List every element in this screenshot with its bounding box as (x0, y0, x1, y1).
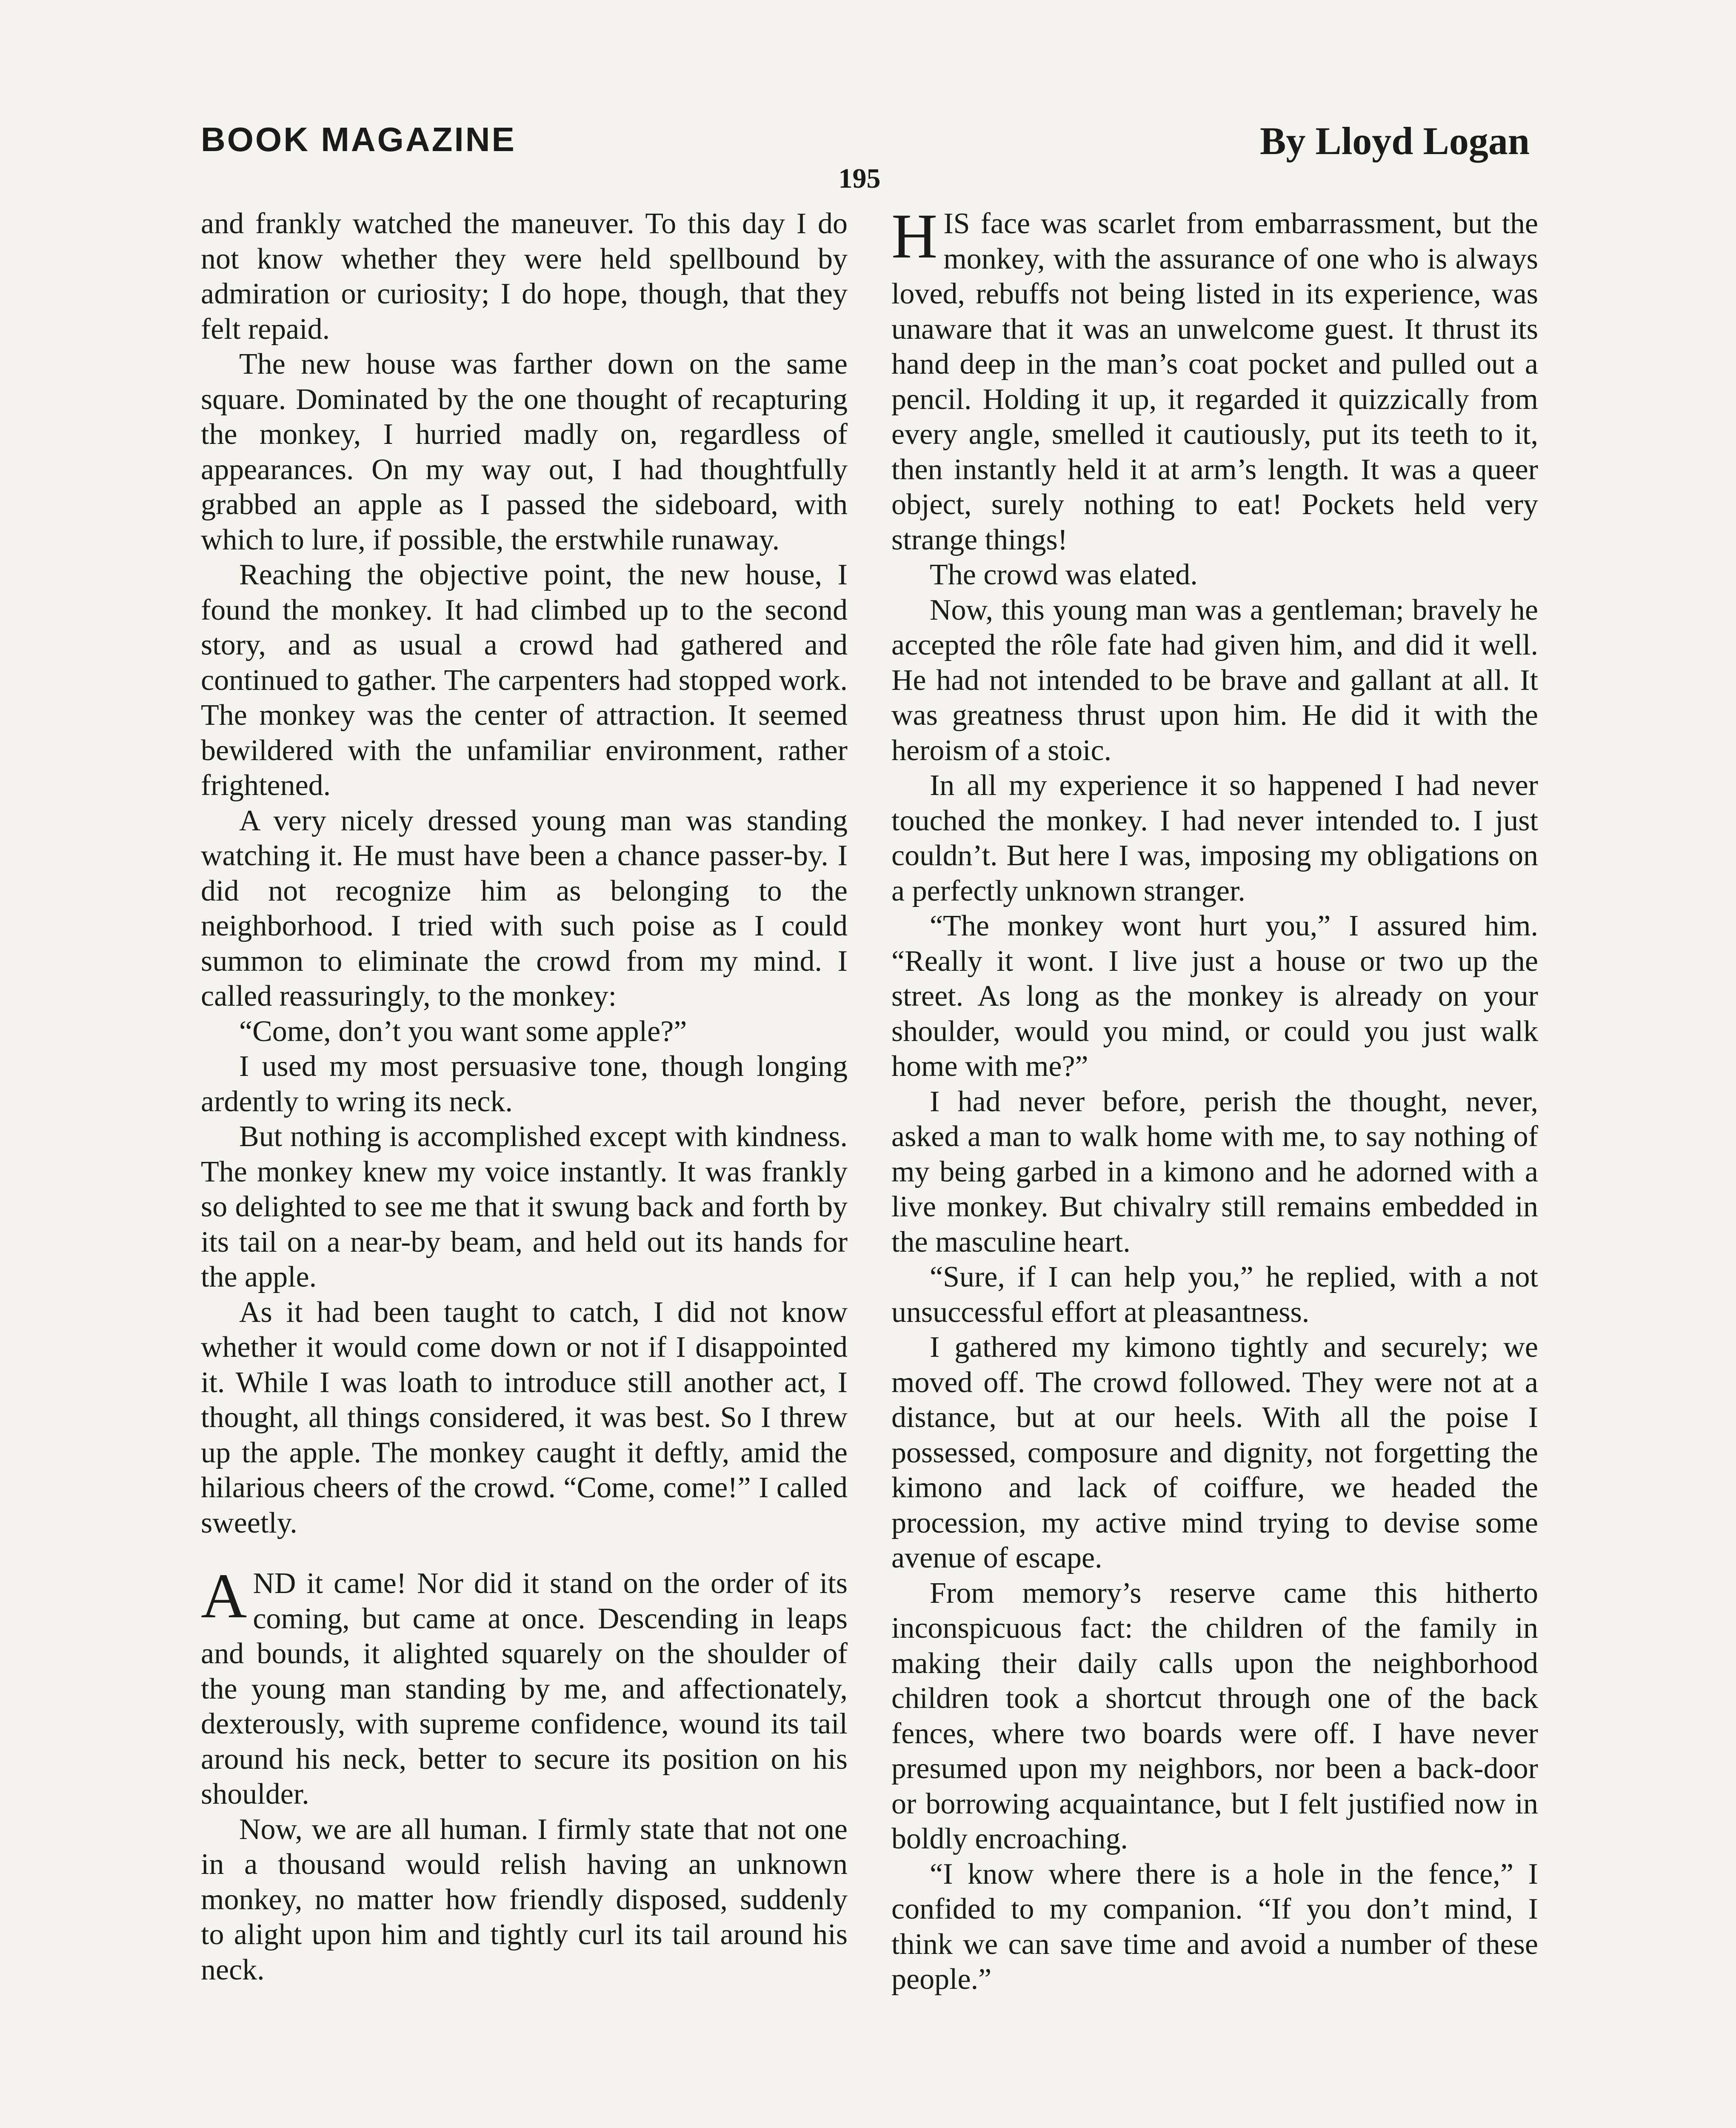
paragraph: The crowd was elated. (930, 558, 1198, 591)
paragraph: Now, we are all human. I firmly state that not one in a thousand would relish having an unknown monkey, no matter how friendly disposed, suddenly to alight upon him and tightly curl its tail around his neck. (201, 1813, 848, 1986)
dropcap-letter: A (201, 1561, 247, 1631)
paragraph-text: ND it came! Nor did it stand on the order of its coming, but came at once. Descending in leaps and bounds, it alighted squarely on the shoulder of the young man standing by me, and affectionately, dexterously, with supreme confidence, wound its tail around his neck, better to secure its position on his shoulder. (201, 1567, 848, 1811)
page-number: 195 (838, 163, 881, 194)
paragraph: A very nicely dressed young man was standing watching it. He must have been a chance passer-by. I did not recognize him as belonging to the neighborhood. I tried with such poise as I could summon to eliminate the crowd from my mind. I called reassuringly, to the monkey: (201, 804, 848, 1013)
paragraph: “Sure, if I can help you,” he replied, with a not unsuccessful effort at pleasantness. (891, 1261, 1538, 1329)
paragraph-with-dropcap (891, 201, 1538, 558)
paragraph: As it had been taught to catch, I did not know whether it would come down or not if I disappointed it. While I was loath to introduce still another act, I thought, all things considered, it was best. So I threw up the apple. The monkey caught it deftly, amid the hilarious cheers of the crowd. “Come, come!” I called sweetly. (201, 1296, 848, 1539)
paragraph: From memory’s reserve came this hitherto inconspicuous fact: the children of the family in making their daily calls upon the neighborhood children took a shortcut through one of the back fences, where two boards were off. I have never presumed upon my neighbors, nor been a back-door or borrowing acquaintance, but I felt justified now in boldly encroaching. (891, 1576, 1538, 1855)
paragraph: I had never before, perish the thought, never, asked a man to walk home with me, to say nothing of my being garbed in a kimono and he adorned with a live monkey. But chivalry still remains embedded in the masculine heart. (891, 1085, 1538, 1258)
dropcap-letter: H (891, 201, 938, 272)
right-column (891, 201, 1538, 1997)
paragraph: “I know where there is a hole in the fence,” I confided to my companion. “If you don’t mind, I think we can save time and avoid a number of these people.” (891, 1857, 1538, 1996)
paragraph: The new house was farther down on the same square. Dominated by the one thought of recapturing the monkey, I hurried madly on, regardless of appearances. On my way out, I had thoughtfully grabbed an apple as I passed the sideboard, with which to lure, if possible, the erstwhile runaway. (201, 348, 848, 556)
author-byline: By Lloyd Logan (1260, 119, 1530, 163)
paragraph-with-dropcap (201, 1561, 848, 1812)
paragraph: Reaching the objective point, the new house, I found the monkey. It had climbed up to the second story, and as usual a crowd had gathered and continued to gather. The carpenters had stopped work. The monkey was the center of attraction. It seemed bewildered with the unfamiliar environment, rather frightened. (201, 558, 848, 802)
paragraph-text: IS face was scarlet from embarrassment, but the monkey, with the assurance of one who is always loved, rebuffs not being listed in its experience, was unaware that it was an unwelcome guest. It thrust its hand deep in the man’s coat pocket and pulled out a pencil. Holding it up, it regarded it quizzically from every angle, smelled it cautiously, put its teeth to it, then instantly held it at arm’s length. It was a queer object, surely nothing to eat! Pockets held very strange things! (891, 207, 1538, 556)
left-column (201, 206, 848, 1988)
paragraph: “Come, don’t you want some apple?” (239, 1015, 687, 1048)
paragraph: I gathered my kimono tightly and securely; we moved off. The crowd followed. They were not at a distance, but at our heels. With all the poise I possessed, composure and dignity, not forgetting the kimono and lack of coiffure, we headed the procession, my active mind trying to devise some avenue of escape. (891, 1331, 1538, 1574)
paragraph: “The monkey wont hurt you,” I assured him. “Really it wont. I live just a house or two up the street. As long as the monkey is already on your shoulder, would you mind, or could you just walk home with me?” (891, 910, 1538, 1083)
paragraph: Now, this young man was a gentleman; bravely he accepted the rôle fate had given him, and did it well. He had not intended to be brave and gallant at all. It was greatness thrust upon him. He did it with the heroism of a stoic. (891, 593, 1538, 767)
paragraph: But nothing is accomplished except with kindness. The monkey knew my voice instantly. It was frankly so delighted to see me that it swung back and forth by its tail on a near-by beam, and held out its hands for the apple. (201, 1120, 848, 1293)
magazine-title: BOOK MAGAZINE (201, 120, 516, 158)
paragraph: In all my experience it so happened I had never touched the monkey. I had never intended to. I just couldn’t. But here I was, imposing my obligations on a perfectly unknown stranger. (891, 769, 1538, 907)
paragraph: I used my most persuasive tone, though longing ardently to wring its neck. (201, 1050, 848, 1118)
paragraph: and frankly watched the maneuver. To this day I do not know whether they were held spellbound by admiration or curiosity; I do hope, though, that they felt repaid. (201, 207, 848, 346)
